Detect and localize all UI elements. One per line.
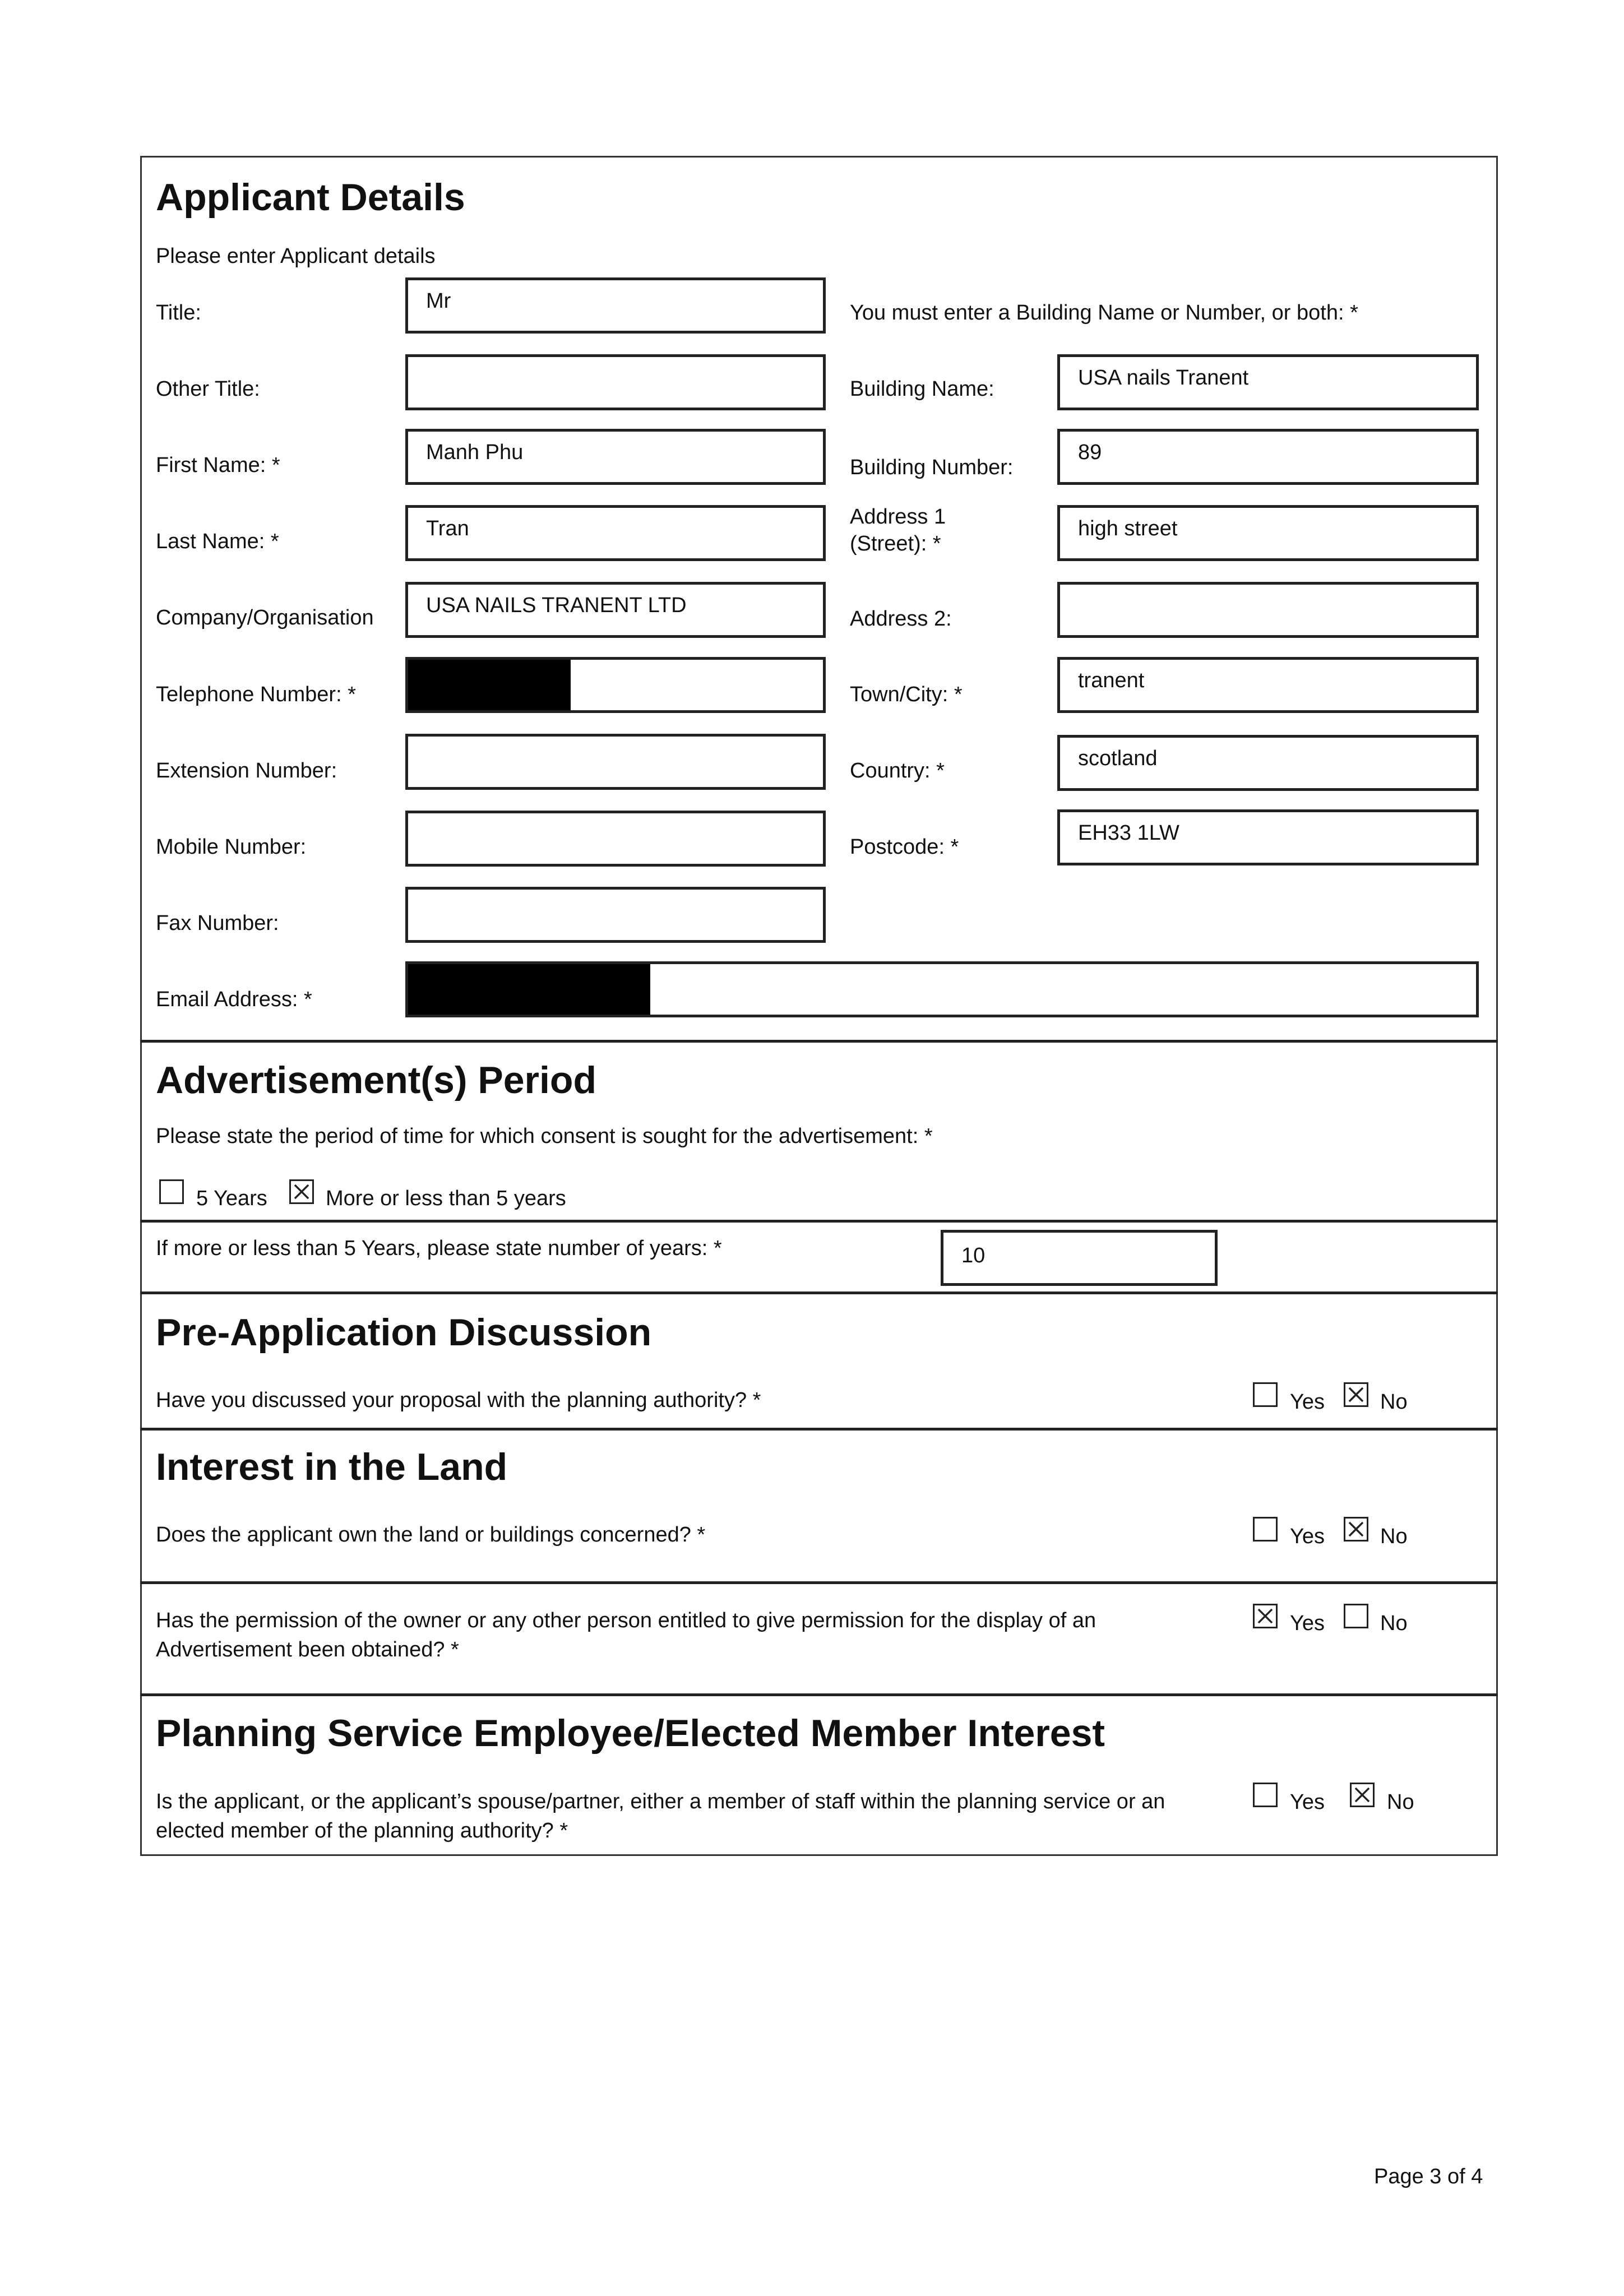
pre-application-no-label: No: [1380, 1390, 1408, 1414]
title-field[interactable]: [405, 277, 826, 334]
section-divider: [140, 1581, 1498, 1584]
label-email: Email Address: *: [156, 988, 312, 1011]
option-5-years-label: 5 Years: [196, 1187, 267, 1210]
checkbox-more-or-less[interactable]: [289, 1179, 314, 1204]
label-town: Town/City: *: [850, 683, 963, 706]
label-address2: Address 2:: [850, 607, 952, 631]
town-value: tranent: [1078, 669, 1145, 692]
checkbox-employee-interest-yes[interactable]: [1253, 1783, 1278, 1807]
applicant-intro: Please enter Applicant details: [156, 244, 436, 268]
checkbox-land-ownership-yes[interactable]: [1253, 1517, 1278, 1542]
label-building-name: Building Name:: [850, 377, 994, 401]
section-divider: [140, 1428, 1498, 1431]
building-name-field[interactable]: [1057, 354, 1479, 410]
address2-field[interactable]: [1057, 582, 1479, 638]
pre-application-yes-label: Yes: [1290, 1390, 1325, 1414]
telephone-field[interactable]: [405, 657, 826, 713]
title-value: Mr: [426, 289, 451, 313]
label-company: Company/Organisation: [156, 606, 374, 629]
section-heading-advertisement-period: Advertisement(s) Period: [156, 1059, 596, 1101]
label-first-name: First Name: *: [156, 453, 280, 477]
label-postcode: Postcode: *: [850, 835, 959, 859]
checkbox-pre-application-yes[interactable]: [1253, 1382, 1278, 1407]
pre-application-question: Have you discussed your proposal with the planning authority? *: [156, 1388, 761, 1412]
postcode-value: EH33 1LW: [1078, 821, 1179, 845]
owner-permission-no-label: No: [1380, 1612, 1408, 1635]
section-heading-employee-interest: Planning Service Employee/Elected Member Interest: [156, 1712, 1105, 1755]
building-name-value: USA nails Tranent: [1078, 366, 1249, 390]
label-last-name: Last Name: *: [156, 530, 279, 553]
label-fax: Fax Number:: [156, 911, 279, 935]
check-x-icon: [1255, 1605, 1276, 1627]
section-divider: [140, 1693, 1498, 1696]
company-value: USA NAILS TRANENT LTD: [426, 594, 687, 617]
employee-interest-no-label: No: [1387, 1790, 1414, 1814]
checkbox-land-ownership-no[interactable]: [1344, 1517, 1368, 1542]
checkbox-owner-permission-yes[interactable]: [1253, 1604, 1278, 1628]
extension-field[interactable]: [405, 734, 826, 790]
option-more-or-less-label: More or less than 5 years: [326, 1187, 566, 1210]
land-ownership-yes-label: Yes: [1290, 1525, 1325, 1548]
building-note: You must enter a Building Name or Number, or both: *: [850, 301, 1358, 325]
label-building-number: Building Number:: [850, 456, 1014, 479]
company-field[interactable]: [405, 582, 826, 638]
check-x-icon: [291, 1181, 312, 1202]
section-heading-interest-in-land: Interest in the Land: [156, 1446, 508, 1488]
employee-interest-yes-label: Yes: [1290, 1790, 1325, 1814]
town-field[interactable]: [1057, 657, 1479, 713]
years-value: 10: [961, 1244, 985, 1267]
period-question: Please state the period of time for which consent is sought for the advertisement: *: [156, 1124, 933, 1148]
redaction-block: [408, 660, 571, 710]
last-name-field[interactable]: [405, 505, 826, 561]
years-field[interactable]: [941, 1230, 1218, 1286]
label-extension: Extension Number:: [156, 759, 337, 783]
checkbox-employee-interest-no[interactable]: [1350, 1783, 1375, 1807]
checkbox-5-years[interactable]: [159, 1179, 184, 1204]
land-ownership-no-label: No: [1380, 1525, 1408, 1548]
label-title: Title:: [156, 301, 201, 325]
postcode-field[interactable]: [1057, 809, 1479, 865]
section-heading-pre-application: Pre-Application Discussion: [156, 1311, 652, 1354]
label-address1-line1: Address 1: [850, 505, 946, 529]
employee-interest-question: Is the applicant, or the applicant’s spouse/partner, either a member of staff within the planning service or an elected member of the planning authority? *: [156, 1790, 1165, 1843]
owner-permission-question: Has the permission of the owner or any other person entitled to give permission for the display of an Advertisement been obtained? *: [156, 1609, 1096, 1661]
check-x-icon: [1345, 1384, 1367, 1405]
label-address1-line2: (Street): *: [850, 532, 941, 556]
address1-value: high street: [1078, 517, 1178, 540]
label-mobile: Mobile Number:: [156, 835, 307, 859]
owner-permission-yes-label: Yes: [1290, 1612, 1325, 1635]
country-value: scotland: [1078, 747, 1158, 770]
first-name-field[interactable]: [405, 429, 826, 485]
land-ownership-question: Does the applicant own the land or buildings concerned? *: [156, 1523, 706, 1547]
building-number-value: 89: [1078, 441, 1102, 464]
first-name-value: Manh Phu: [426, 441, 524, 464]
label-other-title: Other Title:: [156, 377, 260, 401]
fax-field[interactable]: [405, 887, 826, 943]
check-x-icon: [1352, 1784, 1373, 1806]
section-divider: [140, 1220, 1498, 1223]
check-x-icon: [1345, 1519, 1367, 1540]
checkbox-owner-permission-no[interactable]: [1344, 1604, 1368, 1628]
last-name-value: Tran: [426, 517, 469, 540]
country-field[interactable]: [1057, 735, 1479, 791]
section-divider: [140, 1040, 1498, 1043]
mobile-field[interactable]: [405, 811, 826, 867]
section-heading-applicant-details: Applicant Details: [156, 176, 465, 219]
redaction-block: [408, 964, 650, 1015]
years-question: If more or less than 5 Years, please state number of years: *: [156, 1237, 722, 1260]
building-number-field[interactable]: [1057, 429, 1479, 485]
other-title-field[interactable]: [405, 354, 826, 410]
email-field[interactable]: [405, 961, 1479, 1017]
address1-field[interactable]: [1057, 505, 1479, 561]
label-country: Country: *: [850, 759, 945, 783]
label-telephone: Telephone Number: *: [156, 683, 356, 706]
page-number: Page 3 of 4: [1374, 2165, 1483, 2188]
checkbox-pre-application-no[interactable]: [1344, 1382, 1368, 1407]
section-divider: [140, 1292, 1498, 1294]
